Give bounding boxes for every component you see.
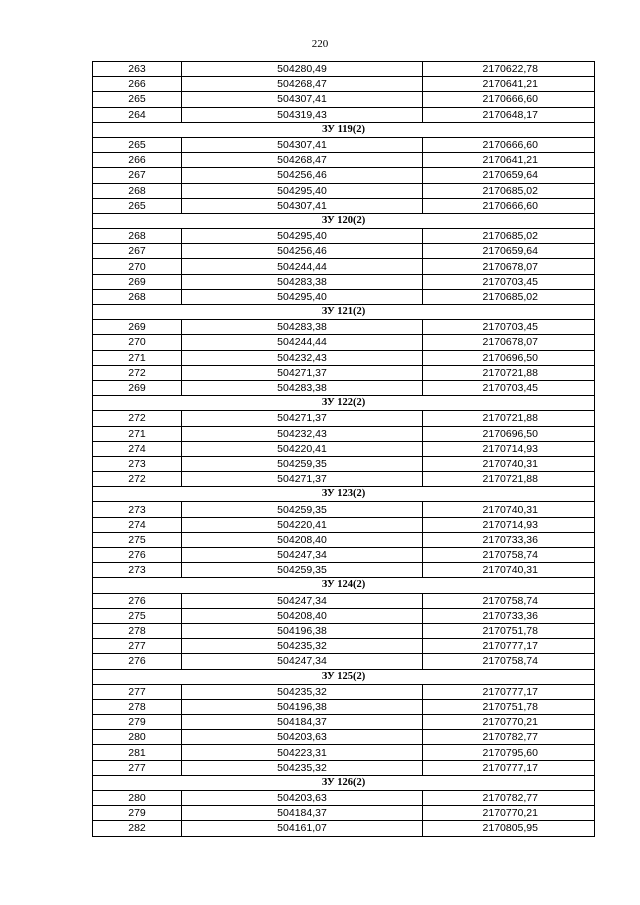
point-number-cell: 264 [93,107,182,122]
table-row [93,168,595,183]
table-row [93,517,595,532]
point-number-cell: 265 [93,137,182,152]
x-coordinate-cell: 504307,41 [182,198,423,213]
y-coordinate-cell: 2170777,17 [423,760,595,775]
y-coordinate-cell: 2170714,93 [423,517,595,532]
x-coordinate-cell: 504283,38 [182,320,423,335]
y-coordinate-cell: 2170703,45 [423,320,595,335]
section-header-row [93,213,595,228]
section-label: ЗУ 124(2) [93,578,595,593]
section-label: ЗУ 120(2) [93,213,595,228]
point-number-cell: 269 [93,380,182,395]
table-row [93,699,595,714]
table-row [93,548,595,563]
x-coordinate-cell: 504235,32 [182,684,423,699]
x-coordinate-cell: 504307,41 [182,92,423,107]
page-number: 220 [311,38,329,50]
x-coordinate-cell: 504184,37 [182,715,423,730]
point-number-cell: 268 [93,183,182,198]
point-number-cell: 273 [93,563,182,578]
table-row [93,472,595,487]
x-coordinate-cell: 504283,38 [182,380,423,395]
x-coordinate-cell: 504295,40 [182,229,423,244]
point-number-cell: 273 [93,456,182,471]
x-coordinate-cell: 504295,40 [182,183,423,198]
section-header-row [93,396,595,411]
y-coordinate-cell: 2170758,74 [423,593,595,608]
point-number-cell: 271 [93,426,182,441]
x-coordinate-cell: 504223,31 [182,745,423,760]
y-coordinate-cell: 2170770,21 [423,806,595,821]
x-coordinate-cell: 504235,32 [182,760,423,775]
x-coordinate-cell: 504208,40 [182,532,423,547]
table-row [93,229,595,244]
table-row [93,715,595,730]
y-coordinate-cell: 2170685,02 [423,229,595,244]
y-coordinate-cell: 2170696,50 [423,350,595,365]
y-coordinate-cell: 2170696,50 [423,426,595,441]
table-row [93,411,595,426]
y-coordinate-cell: 2170659,64 [423,244,595,259]
y-coordinate-cell: 2170770,21 [423,715,595,730]
y-coordinate-cell: 2170703,45 [423,380,595,395]
x-coordinate-cell: 504271,37 [182,411,423,426]
point-number-cell: 277 [93,639,182,654]
table-row [93,365,595,380]
y-coordinate-cell: 2170782,77 [423,791,595,806]
section-header-row [93,305,595,320]
y-coordinate-cell: 2170685,02 [423,289,595,304]
point-number-cell: 279 [93,715,182,730]
table-row [93,426,595,441]
y-coordinate-cell: 2170641,21 [423,77,595,92]
x-coordinate-cell: 504203,63 [182,791,423,806]
table-row [93,532,595,547]
x-coordinate-cell: 504220,41 [182,517,423,532]
table-row [93,289,595,304]
x-coordinate-cell: 504203,63 [182,730,423,745]
y-coordinate-cell: 2170678,07 [423,335,595,350]
table-row [93,760,595,775]
section-label: ЗУ 126(2) [93,775,595,790]
x-coordinate-cell: 504259,35 [182,502,423,517]
y-coordinate-cell: 2170703,45 [423,274,595,289]
x-coordinate-cell: 504161,07 [182,821,423,836]
x-coordinate-cell: 504196,38 [182,623,423,638]
point-number-cell: 265 [93,198,182,213]
x-coordinate-cell: 504232,43 [182,350,423,365]
y-coordinate-cell: 2170721,88 [423,472,595,487]
point-number-cell: 265 [93,92,182,107]
table-row [93,806,595,821]
point-number-cell: 274 [93,441,182,456]
x-coordinate-cell: 504280,49 [182,62,423,77]
point-number-cell: 279 [93,806,182,821]
y-coordinate-cell: 2170733,36 [423,532,595,547]
table-row [93,684,595,699]
x-coordinate-cell: 504271,37 [182,365,423,380]
table-row [93,791,595,806]
x-coordinate-cell: 504244,44 [182,259,423,274]
table-row [93,563,595,578]
y-coordinate-cell: 2170721,88 [423,411,595,426]
point-number-cell: 282 [93,821,182,836]
table-row [93,153,595,168]
y-coordinate-cell: 2170758,74 [423,654,595,669]
y-coordinate-cell: 2170666,60 [423,137,595,152]
y-coordinate-cell: 2170782,77 [423,730,595,745]
point-number-cell: 276 [93,654,182,669]
table-row [93,183,595,198]
x-coordinate-cell: 504283,38 [182,274,423,289]
point-number-cell: 269 [93,320,182,335]
point-number-cell: 275 [93,532,182,547]
table-row [93,92,595,107]
point-number-cell: 281 [93,745,182,760]
point-number-cell: 271 [93,350,182,365]
y-coordinate-cell: 2170648,17 [423,107,595,122]
section-header-row [93,487,595,502]
section-header-row [93,122,595,137]
table-row [93,730,595,745]
x-coordinate-cell: 504295,40 [182,289,423,304]
y-coordinate-cell: 2170721,88 [423,365,595,380]
point-number-cell: 269 [93,274,182,289]
point-number-cell: 276 [93,593,182,608]
y-coordinate-cell: 2170740,31 [423,502,595,517]
y-coordinate-cell: 2170777,17 [423,684,595,699]
x-coordinate-cell: 504196,38 [182,699,423,714]
x-coordinate-cell: 504184,37 [182,806,423,821]
point-number-cell: 274 [93,517,182,532]
x-coordinate-cell: 504268,47 [182,153,423,168]
x-coordinate-cell: 504244,44 [182,335,423,350]
x-coordinate-cell: 504319,43 [182,107,423,122]
table-row [93,639,595,654]
x-coordinate-cell: 504259,35 [182,563,423,578]
section-label: ЗУ 121(2) [93,305,595,320]
table-row [93,441,595,456]
y-coordinate-cell: 2170740,31 [423,456,595,471]
point-number-cell: 266 [93,77,182,92]
table-row [93,259,595,274]
section-label: ЗУ 123(2) [93,487,595,502]
table-row [93,745,595,760]
coordinates-table-body [93,62,595,837]
x-coordinate-cell: 504235,32 [182,639,423,654]
y-coordinate-cell: 2170777,17 [423,639,595,654]
table-row [93,623,595,638]
point-number-cell: 272 [93,411,182,426]
point-number-cell: 277 [93,760,182,775]
point-number-cell: 278 [93,699,182,714]
section-header-row [93,669,595,684]
x-coordinate-cell: 504256,46 [182,168,423,183]
point-number-cell: 268 [93,289,182,304]
point-number-cell: 278 [93,623,182,638]
x-coordinate-cell: 504208,40 [182,608,423,623]
y-coordinate-cell: 2170733,36 [423,608,595,623]
table-row [93,456,595,471]
point-number-cell: 270 [93,259,182,274]
table-row [93,62,595,77]
x-coordinate-cell: 504247,34 [182,548,423,563]
point-number-cell: 267 [93,244,182,259]
point-number-cell: 266 [93,153,182,168]
table-row [93,335,595,350]
x-coordinate-cell: 504271,37 [182,472,423,487]
point-number-cell: 280 [93,730,182,745]
y-coordinate-cell: 2170622,78 [423,62,595,77]
point-number-cell: 270 [93,335,182,350]
section-header-row [93,578,595,593]
table-row [93,350,595,365]
y-coordinate-cell: 2170740,31 [423,563,595,578]
y-coordinate-cell: 2170751,78 [423,699,595,714]
point-number-cell: 272 [93,472,182,487]
x-coordinate-cell: 504256,46 [182,244,423,259]
y-coordinate-cell: 2170666,60 [423,198,595,213]
section-label: ЗУ 125(2) [93,669,595,684]
point-number-cell: 263 [93,62,182,77]
point-number-cell: 275 [93,608,182,623]
section-header-row [93,775,595,790]
table-row [93,821,595,836]
table-row [93,137,595,152]
y-coordinate-cell: 2170659,64 [423,168,595,183]
y-coordinate-cell: 2170666,60 [423,92,595,107]
y-coordinate-cell: 2170751,78 [423,623,595,638]
section-label: ЗУ 122(2) [93,396,595,411]
y-coordinate-cell: 2170641,21 [423,153,595,168]
x-coordinate-cell: 504259,35 [182,456,423,471]
x-coordinate-cell: 504247,34 [182,593,423,608]
table-row [93,380,595,395]
table-row [93,77,595,92]
y-coordinate-cell: 2170795,60 [423,745,595,760]
x-coordinate-cell: 504307,41 [182,137,423,152]
y-coordinate-cell: 2170685,02 [423,183,595,198]
x-coordinate-cell: 504232,43 [182,426,423,441]
point-number-cell: 280 [93,791,182,806]
x-coordinate-cell: 504247,34 [182,654,423,669]
table-row [93,654,595,669]
table-row [93,320,595,335]
point-number-cell: 272 [93,365,182,380]
table-row [93,608,595,623]
point-number-cell: 277 [93,684,182,699]
table-row [93,107,595,122]
point-number-cell: 268 [93,229,182,244]
x-coordinate-cell: 504268,47 [182,77,423,92]
y-coordinate-cell: 2170758,74 [423,548,595,563]
y-coordinate-cell: 2170714,93 [423,441,595,456]
section-label: ЗУ 119(2) [93,122,595,137]
table-row [93,274,595,289]
point-number-cell: 276 [93,548,182,563]
point-number-cell: 273 [93,502,182,517]
table-row [93,244,595,259]
x-coordinate-cell: 504220,41 [182,441,423,456]
coordinates-table [92,61,595,837]
y-coordinate-cell: 2170805,95 [423,821,595,836]
table-row [93,593,595,608]
table-row [93,502,595,517]
table-row [93,198,595,213]
y-coordinate-cell: 2170678,07 [423,259,595,274]
point-number-cell: 267 [93,168,182,183]
